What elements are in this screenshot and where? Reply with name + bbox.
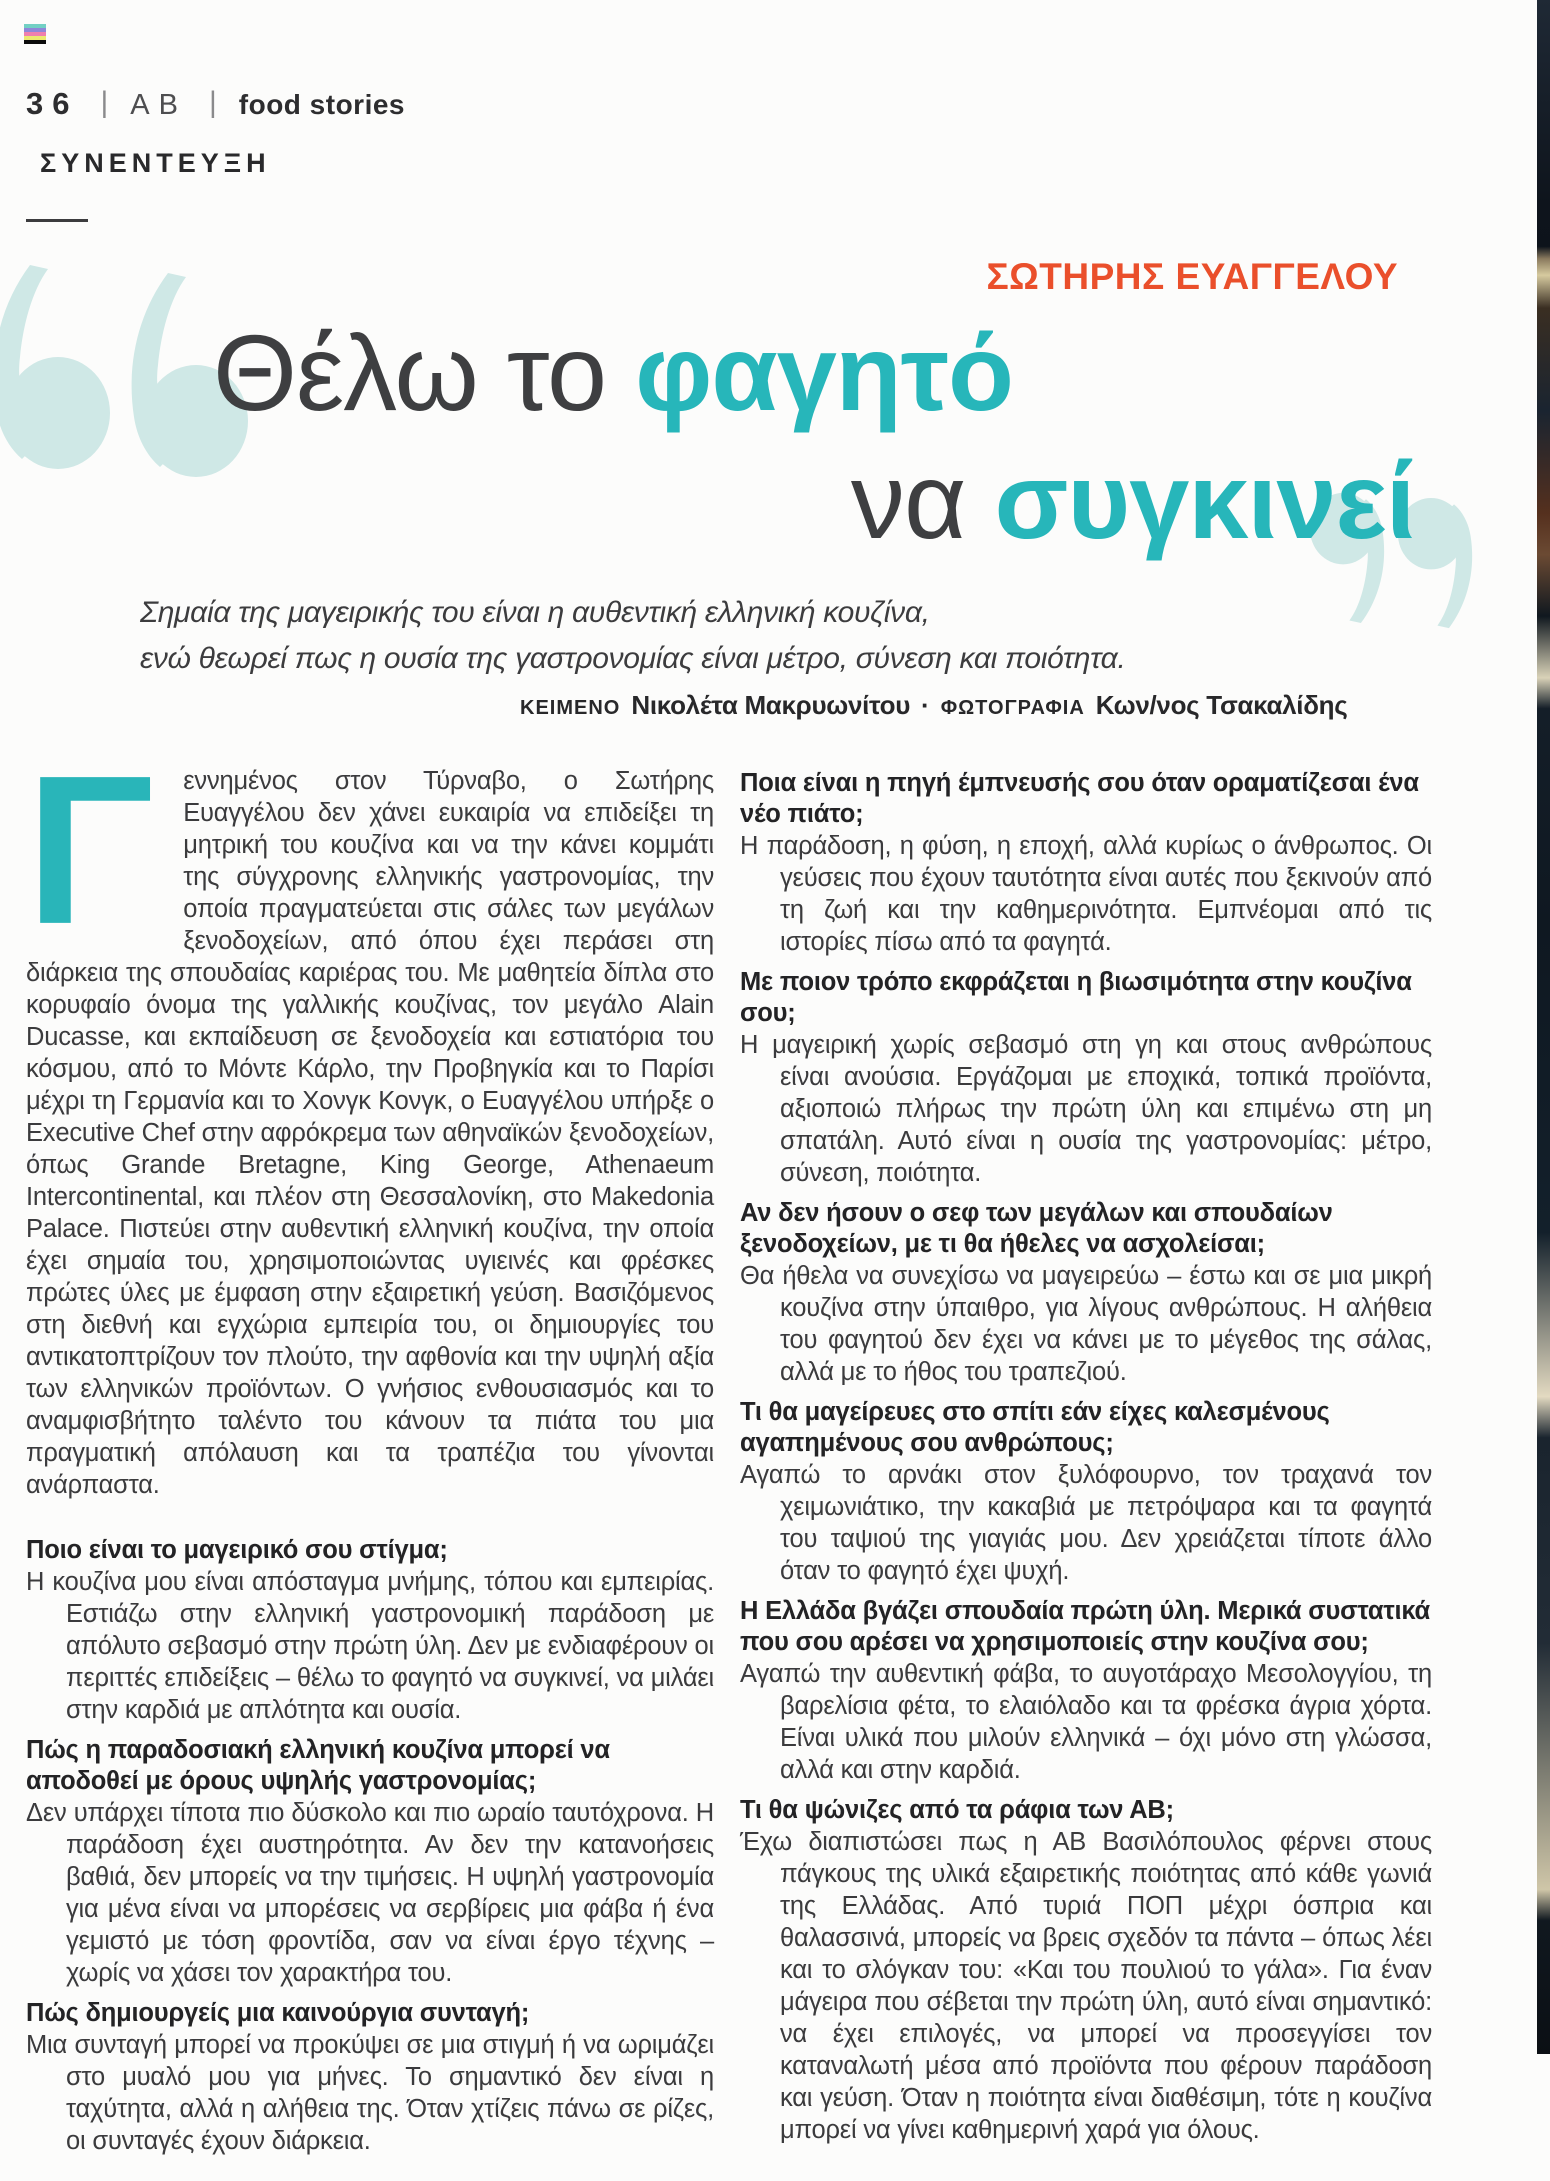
subtitle-line: ενώ θεωρεί πως η ουσία της γαστρονομίας είναι μέτρο, σύνεση και ποιότητα. [140, 642, 1126, 675]
question: Με ποιον τρόπο εκφράζεται η βιωσιμότητα στην κουζίνα σου; [740, 968, 1412, 1027]
interviewee-name: ΣΩΤΗΡΗΣ ΕΥΑΓΓΕΛΟΥ [986, 256, 1398, 297]
color-bar-black [24, 40, 46, 44]
article-subtitle [140, 590, 1126, 682]
header-divider: | [100, 86, 109, 119]
byline-text-label: ΚΕΙΜΕΝΟ [520, 697, 621, 719]
page-edge-photo-strip [1537, 0, 1550, 2054]
page-number: 36 [26, 86, 79, 121]
answer: Η μαγειρική χωρίς σεβασμό στη γη και στους ανθρώπους είναι ανούσια. Εργάζομαι με εποχικά, τοπικά προϊόντα, αξιοποιώ πλήρως την πρώτη ύλη και επιμένω στη μη σπατάλη. Αυτό είναι η ουσία της γαστρονομίας: μέτρο, σύνεση, ποιότητα. [740, 1031, 1432, 1187]
brand-logo-ab: AB [130, 89, 187, 121]
answer: Δεν υπάρχει τίποτα πιο δύσκολο και πιο ωραίο ταυτόχρονα. Η παράδοση έχει αυστηρότητα. Αν δεν την κατανοήσεις βαθιά, δεν μπορείς να την τιμήσεις. Η υψηλή γαστρονομία για μένα είναι να μπορέσεις να σερβίρεις μια φάβα ή ένα γεμιστό με τόση φροντίδα, σαν να είναι έργο τέχνης – χωρίς να χάσει τον χαρακτήρα του. [26, 1799, 714, 1987]
answer: Έχω διαπιστώσει πως η ΑΒ Βασιλόπουλος φέρνει στους πάγκους της υλικά εξαιρετικής ποιότητας από κάθε γωνιά της Ελλάδας. Από τυριά ΠΟΠ μέχρι όσπρια και θαλασσινά, μπορείς να βρεις σχεδόν τα πάντα – όπως λέει και το σλόγκαν του: «Και του πουλιού το γάλα». Για έναν μάγειρα που σέβεται την πρώτη ύλη, αυτό είναι σημαντικό: να έχει επιλογές, να μπορεί να προσεγγίσει τον καταναλωτή μέσα από προϊόντα που φέρουν παράδοση και γεύση. Όταν η ποιότητα είναι διαθέσιμη, τότε η κουζίνα μπορεί να γίνει καθημερινή χαρά για όλους. [740, 1828, 1432, 2144]
byline-photo-label: ΦΩΤΟΓΡΑΦΙΑ [940, 697, 1085, 719]
answer: Η κουζίνα μου είναι απόσταγμα μνήμης, τόπου και εμπειρίας. Εστιάζω στην ελληνική γαστρονομική παράδοση με απόλυτο σεβασμό στην πρώτη ύλη. Δεν με ενδιαφέρουν οι περιττές επιδείξεις – θέλω το φαγητό να συγκινεί, να μιλάει στην καρδιά με απλότητα και ουσία. [26, 1568, 714, 1724]
answer: Αγαπώ την αυθεντική φάβα, το αυγοτάραχο Μεσολογγίου, τη βαρελίσια φέτα, το ελαιόλαδο και τα φρέσκα άγρια χόρτα. Είναι υλικά που μιλούν ελληνικά – όχι μόνο στη γλώσσα, αλλά και στην καρδιά. [740, 1660, 1432, 1784]
byline [520, 690, 1348, 721]
section-label: ΣΥΝΕΝΤΕΥΞΗ [40, 148, 271, 178]
article-title-line-2 [851, 438, 1415, 563]
question: Τι θα ψώνιζες από τα ράφια των ΑΒ; [740, 1796, 1174, 1824]
magazine-name: food stories [238, 89, 405, 120]
article-column-left [26, 731, 714, 2157]
question: Τι θα μαγείρευες στο σπίτι εάν είχες καλεσμένους αγαπημένους σου ανθρώπους; [740, 1398, 1330, 1457]
print-registration-mark [24, 24, 46, 44]
intro-text: εννημένος στον Τύρναβο, ο Σωτήρης Ευαγγέλου δεν χάνει ευκαιρία να επιδείξει τη μητρική του κουζίνα και να την κάνει κομμάτι της σύγχρονης ελληνικής γαστρονομίας, την οποία πραγματεύεται στις σάλες των μεγάλων ξενοδοχείων, από όπου έχει περάσει στη διάρκεια της σπουδαίας καριέρας του. Με μαθητεία δίπλα στο κορυφαίο όνομα της γαλλικής κουζίνας, τον μεγάλο Alain Ducasse, και εκπαίδευση σε ξενοδοχεία και εστιατόρια του κόσμου, από το Μόντε Κάρλο, την Προβηγκία και το Παρίσι μέχρι τη Γερμανία και το Χονγκ Κονγκ, ο Ευαγγέλου υπήρξε ο Executive Chef στην αφρόκρεμα των αθηναϊκών ξενοδοχείων, όπως Grande Bretagne, King George, Athenaeum Intercontinental, και πλέον στη Θεσσαλονίκη, στο Makedonia Palace. Πιστεύει στην αυθεντική ελληνική κουζίνα, την οποία έχει σημαία του, χρησιμοποιώντας υγιεινές και φρέσκες πρώτες ύλες με έμφαση στην εξαιρετική γεύση. Βασιζόμενος στη διεθνή και εγχώρια εμπειρία του, οι δημιουργίες του αντικατοπτρίζουν τον πλούτο, την αφθονία και την υψηλή αξία των ελληνικών προϊόντων. Ο γνήσιος ενθουσιασμός και το αναμφισβήτητο ταλέντο του κάνουν τα πιάτα του μια πραγματική απόλαυση και τα τραπέζια του γίνονται ανάρπαστα. [26, 767, 714, 1499]
question: Αν δεν ήσουν ο σεφ των μεγάλων και σπουδαίων ξενοδοχείων, με τι θα ήθελες να ασχολείσαι; [740, 1199, 1333, 1258]
answer: Η παράδοση, η φύση, η εποχή, αλλά κυρίως ο άνθρωπος. Οι γεύσεις που έχουν ταυτότητα είναι αυτές που ξεκινούν από τη ζωή και την καθημερινότητα. Εμπνέομαι από τις ιστορίες πίσω από τα φαγητά. [740, 832, 1432, 956]
answer: Μια συνταγή μπορεί να προκύψει σε μια στιγμή ή να ωριμάζει στο μυαλό μου για μήνες. Το σημαντικό δεν είναι η ταχύτητα, αλλά η αλήθεια της. Όταν χτίζεις πάνω σε ρίζες, οι συνταγές έχουν διάρκεια. [26, 2031, 714, 2155]
section-rule [26, 219, 88, 222]
byline-author-name: Νικολέτα Μακρυωνίτου [631, 690, 911, 720]
question: Πώς η παραδοσιακή ελληνική κουζίνα μπορεί να αποδοθεί με όρους υψηλής γαστρονομίας; [26, 1736, 610, 1795]
title-accent-text: φαγητό [635, 312, 1013, 433]
answer: Θα ήθελα να συνεχίσω να μαγειρεύω – έστω και σε μια μικρή κουζίνα στην ύπαιθρο, για λίγους ανθρώπους. Η αλήθεια του φαγητού δεν έχει να κάνει με το μέγεθος της σάλας, αλλά με το ήθος του τραπεζιού. [740, 1262, 1432, 1386]
title-accent-text: συγκινεί [994, 440, 1415, 561]
header-divider: | [208, 86, 217, 119]
article-column-right [740, 768, 1432, 2146]
answer: Αγαπώ το αρνάκι στον ξυλόφουρνο, τον τραχανά τον χειμωνιάτικο, την κακαβιά με πετρόψαρα και τα φαγητά του ταψιού της γιαγιάς μου. Δεν χρειάζεται τίποτε άλλο όταν το φαγητό έχει ψυχή. [740, 1461, 1432, 1585]
question: Πώς δημιουργείς μια καινούργια συνταγή; [26, 1999, 530, 2027]
title-light-text: Θέλω το [213, 312, 636, 433]
byline-separator: · [921, 690, 930, 720]
intro-paragraph [26, 731, 714, 1501]
title-light-text: να [851, 440, 995, 561]
question: Ποιο είναι το μαγειρικό σου στίγμα; [26, 1536, 448, 1564]
question: Ποια είναι η πηγή έμπνευσής σου όταν οραματίζεσαι ένα νέο πιάτο; [740, 769, 1419, 828]
page-header [26, 86, 405, 122]
subtitle-line: Σημαία της μαγειρικής του είναι η αυθεντική ελληνική κουζίνα, [140, 596, 930, 629]
byline-photographer-name: Κων/νος Τσακαλίδης [1095, 690, 1348, 720]
question: Η Ελλάδα βγάζει σπουδαία πρώτη ύλη. Μερικά συστατικά που σου αρέσει να χρησιμοποιείς στην κουζίνα σου; [740, 1597, 1431, 1656]
article-title-line-1 [213, 310, 1013, 435]
drop-cap: Γ [26, 731, 154, 968]
